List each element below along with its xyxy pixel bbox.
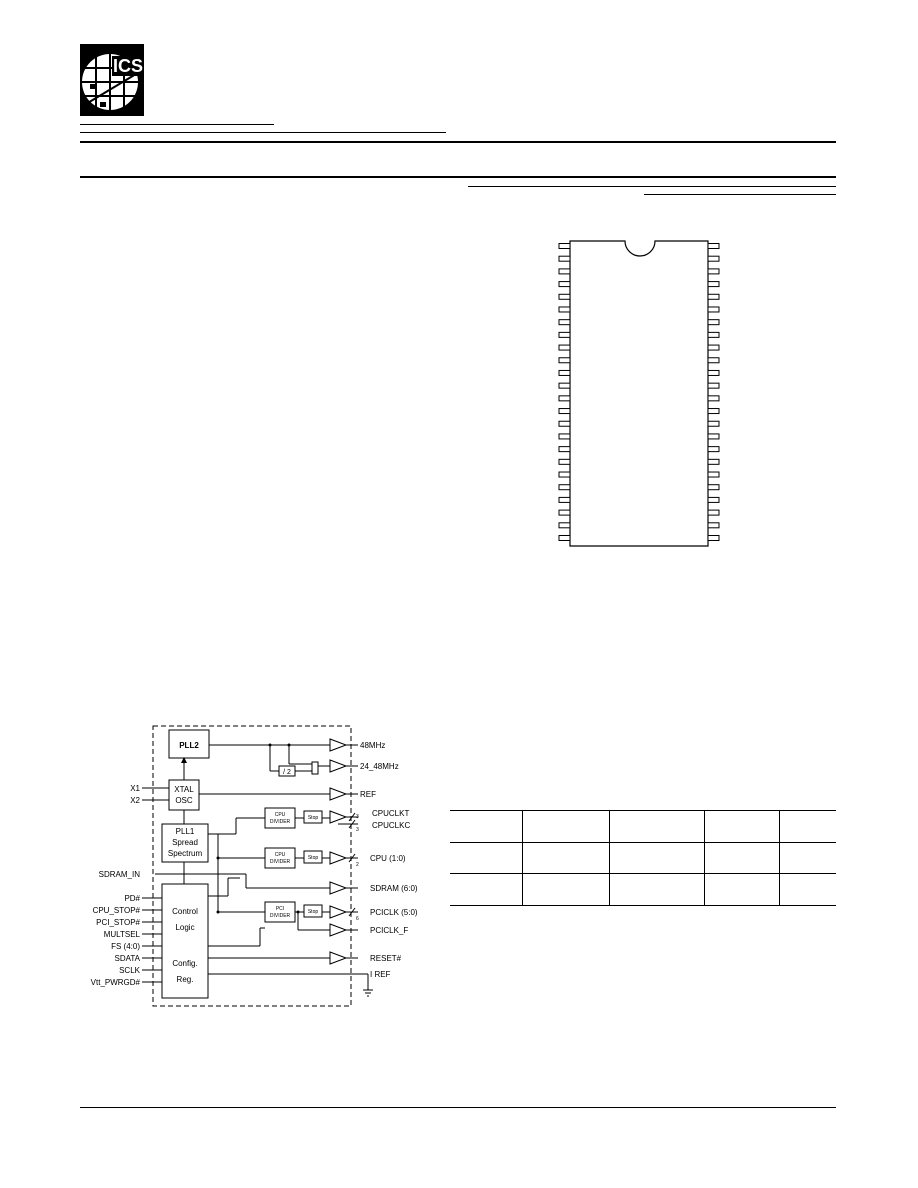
output-cpu: CPU (1:0) <box>370 854 406 863</box>
input-sdram-in: SDRAM_IN <box>98 870 140 879</box>
chip-pin-left <box>559 332 570 337</box>
table-cell <box>450 842 523 874</box>
chip-pin-right <box>708 282 719 287</box>
input-x1: X1 <box>130 784 140 793</box>
pin-configuration-diagram <box>550 236 730 552</box>
cpu-divider-2-line1: CPU <box>274 852 286 858</box>
buffer-pciclk <box>330 906 346 918</box>
table-cell <box>705 874 780 906</box>
buffer-pciclk-f <box>330 924 346 936</box>
output-24-48mhz: 24_48MHz <box>360 762 399 771</box>
chip-pin-right <box>708 320 719 325</box>
div2-label: / 2 <box>283 769 291 776</box>
pci-divider <box>265 902 295 922</box>
chip-pin-left <box>559 447 570 452</box>
output-pciclk: PCICLK (5:0) <box>370 908 418 917</box>
output-pciclk-f: PCICLK_F <box>370 926 409 935</box>
reg-label: Reg. <box>176 975 194 984</box>
chip-pin-right <box>708 383 719 388</box>
input-x2: X2 <box>130 796 140 805</box>
table-cell <box>705 811 780 843</box>
chip-pin-left <box>559 256 570 261</box>
table-row <box>450 874 836 906</box>
header-rule-5 <box>468 186 836 187</box>
chip-pin-left <box>559 358 570 363</box>
chip-pin-left <box>559 370 570 375</box>
header-rule-4 <box>80 176 836 178</box>
chip-pin-right <box>708 396 719 401</box>
input-vtt-pwrgd: Vtt_PWRGD# <box>90 978 140 987</box>
chip-pin-left <box>559 294 570 299</box>
chip-body <box>570 241 708 546</box>
pci-divider-line1: PCI <box>275 906 285 912</box>
config-label: Config. <box>172 959 198 968</box>
chip-pin-right <box>708 497 719 502</box>
output-ref: REF <box>360 790 376 799</box>
footer-rule <box>80 1107 836 1108</box>
chip-pin-right <box>708 244 719 249</box>
osc-label: OSC <box>175 796 193 805</box>
buffer-reset <box>330 952 346 964</box>
input-multsel: MULTSEL <box>103 930 140 939</box>
table-row <box>450 811 836 843</box>
chip-pin-left <box>559 244 570 249</box>
header-rule-3 <box>80 141 836 143</box>
ics-logo <box>80 44 144 116</box>
cpu-divider-1-line1: CPU <box>274 812 286 818</box>
table-cell <box>450 811 523 843</box>
chip-pin-left <box>559 421 570 426</box>
chip-pin-left <box>559 472 570 477</box>
table-row <box>450 842 836 874</box>
output-cpuclkc: CPUCLKC <box>372 821 411 830</box>
input-pci-stop: PCI_STOP# <box>96 918 140 927</box>
chip-pin-left <box>559 307 570 312</box>
chip-pin-left <box>559 459 570 464</box>
chip-pin-left <box>559 345 570 350</box>
table-cell <box>523 874 610 906</box>
chip-pin-left <box>559 396 570 401</box>
chip-pin-right <box>708 332 719 337</box>
cpu-divider-2 <box>265 848 295 868</box>
frequency-table <box>450 810 836 906</box>
pci-divider-line2: DIVIDER <box>269 913 291 919</box>
logo-text: ICS <box>112 56 144 76</box>
buffer-cpuclk <box>330 811 346 823</box>
control-label: Control <box>172 907 198 916</box>
mux-box <box>312 762 318 774</box>
output-iref: I REF <box>370 970 391 979</box>
input-fs: FS (4:0) <box>111 942 140 951</box>
chip-pin-right <box>708 421 719 426</box>
chip-pin-right <box>708 472 719 477</box>
chip-pin-left <box>559 383 570 388</box>
chip-pin-right <box>708 409 719 414</box>
chip-pin-left <box>559 497 570 502</box>
chip-pin-left <box>559 434 570 439</box>
cpu-divider-1 <box>265 808 295 828</box>
header-rule-2 <box>80 132 446 133</box>
chip-pin-right <box>708 370 719 375</box>
table-cell <box>780 811 837 843</box>
stop-2-label: Stop <box>307 855 319 861</box>
chip-pin-right <box>708 485 719 490</box>
xtal-label: XTAL <box>174 785 194 794</box>
pll1-label: PLL1 <box>175 827 195 836</box>
output-cpuclkt: CPUCLKT <box>372 809 410 818</box>
buffer-48mhz <box>330 739 346 751</box>
table-cell <box>450 874 523 906</box>
header-rule-6 <box>644 194 836 195</box>
bus-width-cpu: 2 <box>356 862 359 868</box>
chip-pin-left <box>559 485 570 490</box>
table-cell <box>780 874 837 906</box>
chip-pin-left <box>559 282 570 287</box>
chip-pin-left <box>559 269 570 274</box>
table-cell <box>523 842 610 874</box>
output-48mhz: 48MHz <box>360 741 386 750</box>
buffer-sdram <box>330 882 346 894</box>
input-cpu-stop: CPU_STOP# <box>92 906 140 915</box>
chip-pin-right <box>708 256 719 261</box>
output-sdram: SDRAM (6:0) <box>370 884 418 893</box>
input-pd: PD# <box>124 894 140 903</box>
chip-pin-right <box>708 345 719 350</box>
bus-width-cpuclkt: 3 <box>356 814 359 820</box>
table-cell <box>610 811 705 843</box>
chip-pin-right <box>708 523 719 528</box>
output-reset: RESET# <box>370 954 402 963</box>
chip-pin-right <box>708 307 719 312</box>
chip-pin-right <box>708 269 719 274</box>
chip-pin-right <box>708 447 719 452</box>
buffer-24-48mhz <box>330 760 346 772</box>
table-cell <box>523 811 610 843</box>
bus-width-cpuclkc: 3 <box>356 827 359 833</box>
chip-pin-left <box>559 536 570 541</box>
chip-pin-left <box>559 510 570 515</box>
chip-pin-right <box>708 510 719 515</box>
bus-width-pciclk: 6 <box>356 916 359 922</box>
input-sclk: SCLK <box>119 966 140 975</box>
cpu-divider-1-line2: DIVIDER <box>269 819 291 825</box>
block-diagram <box>76 720 448 1012</box>
logic-label: Logic <box>175 923 195 932</box>
input-sdata: SDATA <box>114 954 140 963</box>
spectrum-label: Spectrum <box>167 849 203 858</box>
buffer-cpu <box>330 852 346 864</box>
buffer-ref <box>330 788 346 800</box>
chip-pin-left <box>559 320 570 325</box>
pll2-label: PLL2 <box>179 741 199 750</box>
chip-pin-right <box>708 536 719 541</box>
chip-pin-left <box>559 523 570 528</box>
table-cell <box>780 842 837 874</box>
cpu-divider-2-line2: DIVIDER <box>269 859 291 865</box>
table-cell <box>610 842 705 874</box>
chip-pin-right <box>708 358 719 363</box>
chip-pin-right <box>708 459 719 464</box>
table-cell <box>705 842 780 874</box>
chip-pin-right <box>708 434 719 439</box>
stop-1-label: Stop <box>307 815 319 821</box>
table-cell <box>610 874 705 906</box>
spread-label: Spread <box>172 838 198 847</box>
stop-3-label: Stop <box>307 909 319 915</box>
chip-pin-left <box>559 409 570 414</box>
chip-pin-right <box>708 294 719 299</box>
header-rule-1 <box>80 124 274 125</box>
